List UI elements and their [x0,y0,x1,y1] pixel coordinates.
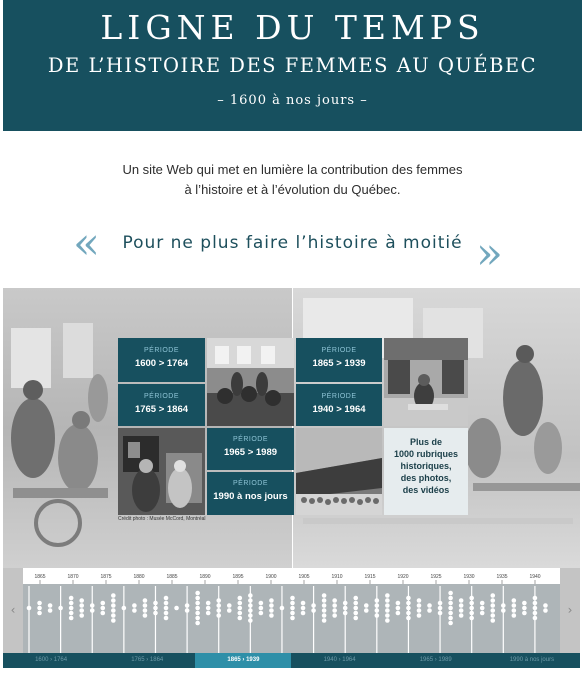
timeline-event-dot [512,603,517,608]
photo-band [3,288,580,568]
timeline-event-dot [448,611,453,616]
timeline-event-dot [164,616,169,621]
timeline-event-dot [480,611,485,616]
timeline-event-dot [269,613,274,618]
intro-line-2: à l’histoire et à l’évolution du Québec. [184,182,401,197]
timeline-event-dot [375,613,380,618]
timeline-event-dot [269,608,274,613]
timeline-event-dot [195,606,200,611]
timeline-event-dot [79,603,84,608]
timeline-event-dot [353,611,358,616]
timeline-event-dot [353,601,358,606]
timeline-event-dot [490,598,495,603]
timeline-event-dot [438,606,443,611]
site-subtitle: DE L’HISTOIRE DES FEMMES AU QUÉBEC [47,54,538,77]
timeline-event-dot [322,593,327,598]
period-nav-item[interactable]: 1940 › 1964 [323,657,356,663]
site-date-range: – 1600 à nos jours – [217,93,368,108]
timeline-event-dot [522,606,527,611]
timeline-event-dot [332,603,337,608]
period-tile-1990-present[interactable] [207,472,294,515]
timeline-event-dot [448,621,453,626]
timeline-year-label: 1875 [100,574,112,580]
timeline-event-dot [153,606,158,611]
timeline-event-dot [122,606,127,611]
timeline-event-dot [111,603,116,608]
timeline-track [3,568,580,653]
timeline-event-dot [280,606,285,611]
timeline-year-label: 1925 [430,574,442,580]
timeline-event-dot [164,601,169,606]
timeline-event-dot [290,596,295,601]
timeline-event-dot [290,616,295,621]
timeline-event-dot [406,611,411,616]
timeline-event-dot [111,613,116,618]
timeline-event-dot [533,596,538,601]
timeline-event-dot [100,611,105,616]
period-years: 1990 à nos jours [213,491,288,502]
timeline-event-dot [269,603,274,608]
timeline-event-dot [48,608,53,613]
timeline-event-dot [417,613,422,618]
timeline-event-dot [480,606,485,611]
timeline-event-dot [132,608,137,613]
period-nav-item[interactable]: 1990 à nos jours [509,657,555,663]
period-photo-parade[interactable] [296,428,382,515]
timeline-event-dot [385,593,390,598]
timeline-event-dot [311,603,316,608]
period-label: PÉRIODE [321,347,357,354]
timeline-event-dot [533,611,538,616]
period-label: PÉRIODE [232,480,268,487]
timeline-event-dot [238,611,243,616]
timeline-year-label: 1880 [133,574,145,580]
timeline-event-dot [111,593,116,598]
timeline-event-dot [427,608,432,613]
timeline-event-dot [216,613,221,618]
timeline-event-dot [248,593,253,598]
timeline-event-dot [417,608,422,613]
timeline-event-dot [427,603,432,608]
timeline-event-dot [79,598,84,603]
timeline-year-label: 1885 [166,574,178,580]
timeline-event-dot [533,616,538,621]
timeline-event-dot [216,603,221,608]
period-years: 1600 > 1764 [134,358,189,369]
timeline-event-dot [185,603,190,608]
timeline-event-dot [385,613,390,618]
timeline-event-dot [69,601,74,606]
timeline-event-dot [332,613,337,618]
timeline-event-dot [353,616,358,621]
timeline-event-dot [512,613,517,618]
timeline-event-dot [248,618,253,623]
timeline-event-dot [27,606,32,611]
timeline-event-dot [164,611,169,616]
timeline-event-dot [111,608,116,613]
period-years: 1765 > 1864 [134,404,189,415]
timeline-event-dot [206,606,211,611]
timeline-event-dot [227,603,232,608]
timeline-event-dot [332,608,337,613]
period-nav-item[interactable]: 1600 › 1764 [35,657,68,663]
timeline-event-dot [90,608,95,613]
timeline-event-dot [290,611,295,616]
timeline-event-dot [69,611,74,616]
timeline-event-dot [448,596,453,601]
timeline-event-dot [480,601,485,606]
period-tile-1765-1864[interactable] [118,384,205,426]
timeline-event-dot [469,611,474,616]
timeline-year-label: 1930 [463,574,475,580]
timeline-event-dot [195,596,200,601]
timeline-event-dot [79,608,84,613]
timeline-event-dot [448,616,453,621]
timeline-year-label: 1890 [199,574,211,580]
timeline-event-dot [79,613,84,618]
chevron-right-icon[interactable]: › [560,568,580,653]
timeline-event-dot [269,598,274,603]
timeline-event-dot [238,606,243,611]
intro-text [0,160,585,200]
intro-line-1: Un site Web qui met en lumière la contribution des femmes [122,162,463,177]
period-tile-1600-1764[interactable] [118,338,205,382]
timeline-event-dot [153,611,158,616]
timeline-event-dot [406,601,411,606]
timeline-event-dot [490,603,495,608]
timeline-event-dot [143,613,148,618]
timeline-event-dot [37,601,42,606]
timeline-event-dot [195,611,200,616]
timeline-event-dot [490,593,495,598]
timeline-event-dot [448,601,453,606]
timeline-event-dot [164,606,169,611]
timeline-event-dot [512,608,517,613]
timeline-event-dot [216,608,221,613]
timeline-event-dot [396,606,401,611]
timeline-event-dot [543,603,548,608]
period-nav-item[interactable]: 1965 › 1989 [419,657,452,663]
timeline-event-dot [111,618,116,623]
timeline-event-dot [164,596,169,601]
chevron-left-icon[interactable]: ‹ [3,568,23,653]
timeline-event-dot [206,611,211,616]
timeline-event-dot [153,601,158,606]
timeline-event-dot [322,618,327,623]
timeline-event-dot [406,616,411,621]
timeline-year-label: 1935 [496,574,508,580]
period-nav-item[interactable]: 1865 › 1939 [195,653,291,668]
site-header [3,0,582,131]
timeline-year-label: 1940 [529,574,541,580]
close-quote-icon: » [476,228,503,279]
timeline-event-dot [512,598,517,603]
timeline-event-dot [375,608,380,613]
timeline-event-dot [238,601,243,606]
timeline-event-dot [490,618,495,623]
timeline-year-label: 1920 [397,574,409,580]
timeline-event-dot [48,603,53,608]
timeline-event-dot [238,616,243,621]
timeline-event-dot [143,603,148,608]
timeline-event-dot [533,601,538,606]
timeline-event-dot [100,606,105,611]
timeline-chart [23,568,560,653]
period-label: PÉRIODE [143,347,179,354]
timeline-event-dot [206,601,211,606]
open-quote-icon: « [73,218,100,269]
timeline-event-dot [343,606,348,611]
timeline-event-dot [259,601,264,606]
timeline-scale[interactable] [23,568,560,653]
timeline-event-dot [238,596,243,601]
timeline-event-dot [417,598,422,603]
timeline-event-dot [438,611,443,616]
timeline-event-dot [353,606,358,611]
timeline-event-dot [248,608,253,613]
timeline-event-dot [248,613,253,618]
timeline-event-dot [216,598,221,603]
timeline-event-dot [332,598,337,603]
timeline-event-dot [69,606,74,611]
timeline-event-dot [37,611,42,616]
timeline-event-dot [195,591,200,596]
timeline-event-dot [438,601,443,606]
content-summary-box: Plus de 1000 rubriques historiques, des photos, des vidéos [384,428,468,515]
timeline-event-dot [259,606,264,611]
timeline-event-dot [469,596,474,601]
timeline-event-dot [111,598,116,603]
timeline-event-dot [375,598,380,603]
period-label: PÉRIODE [232,436,268,443]
timeline-event-dot [37,606,42,611]
timeline-event-dot [343,611,348,616]
timeline-event-dot [406,606,411,611]
period-nav-item[interactable]: 1765 › 1864 [131,657,164,663]
timeline-event-dot [58,606,63,611]
timeline-event-dot [385,598,390,603]
timeline-event-dot [195,621,200,626]
timeline-year-label: 1905 [298,574,310,580]
timeline-event-dot [448,591,453,596]
period-years: 1965 > 1989 [223,447,278,458]
timeline-event-dot [490,613,495,618]
timeline-event-dot [143,608,148,613]
timeline-event-dot [353,596,358,601]
timeline-event-dot [469,606,474,611]
timeline-event-dot [364,608,369,613]
timeline-event-dot [195,616,200,621]
timeline-event-dot [69,616,74,621]
timeline-year-label: 1865 [34,574,46,580]
timeline-event-dot [301,611,306,616]
timeline-event-dot [385,618,390,623]
period-grid [118,338,468,515]
timeline-event-dot [322,598,327,603]
timeline-event-dot [448,606,453,611]
timeline-event-dot [385,608,390,613]
timeline-event-dot [100,601,105,606]
timeline-event-dot [322,613,327,618]
timeline-year-label: 1870 [67,574,79,580]
timeline-event-dot [522,601,527,606]
timeline-event-dot [469,616,474,621]
timeline-event-dot [69,596,74,601]
timeline-event-dot [490,608,495,613]
timeline-event-dot [185,608,190,613]
period-photo-workshop[interactable] [207,338,294,426]
timeline-event-dot [543,608,548,613]
period-years: 1940 > 1964 [312,404,366,415]
timeline-event-dot [364,603,369,608]
timeline-event-dot [174,606,179,611]
period-label: PÉRIODE [321,393,357,400]
timeline [3,568,580,668]
timeline-event-dot [459,598,464,603]
timeline-event-dot [143,598,148,603]
slogan-row [0,218,585,279]
timeline-event-dot [501,603,506,608]
timeline-event-dot [406,596,411,601]
timeline-event-dot [533,606,538,611]
timeline-event-dot [522,611,527,616]
timeline-event-dot [290,601,295,606]
timeline-event-dot [375,603,380,608]
site-title: LIGNE DU TEMPS [100,8,485,47]
timeline-event-dot [290,606,295,611]
timeline-event-dot [195,601,200,606]
period-photo-kitchen[interactable] [118,428,205,515]
timeline-event-dot [396,601,401,606]
period-tile-1865-1939[interactable] [296,338,382,382]
period-tile-1940-1964[interactable] [296,384,382,426]
timeline-event-dot [459,603,464,608]
period-photo-office[interactable] [384,338,468,426]
timeline-year-label: 1910 [331,574,343,580]
timeline-event-dot [301,606,306,611]
timeline-event-dot [343,601,348,606]
timeline-event-dot [501,608,506,613]
timeline-event-dot [311,608,316,613]
timeline-event-dot [396,611,401,616]
timeline-event-dot [459,608,464,613]
photo-credit: Crédit photo : Musée McCord, Montréal [118,516,206,522]
timeline-year-label: 1895 [232,574,244,580]
period-label: PÉRIODE [143,393,179,400]
period-tile-1965-1989[interactable] [207,428,294,470]
timeline-event-dot [90,603,95,608]
timeline-event-dot [385,603,390,608]
timeline-event-dot [459,613,464,618]
timeline-event-dot [259,611,264,616]
timeline-event-dot [417,603,422,608]
slogan: Pour ne plus faire l’histoire à moitié [122,233,463,253]
timeline-event-dot [322,608,327,613]
timeline-year-label: 1900 [265,574,277,580]
period-years: 1865 > 1939 [312,358,366,369]
timeline-event-dot [469,601,474,606]
timeline-year-label: 1915 [364,574,376,580]
timeline-event-dot [301,601,306,606]
period-navigation [3,653,580,668]
timeline-event-dot [132,603,137,608]
timeline-event-dot [248,598,253,603]
timeline-event-dot [248,603,253,608]
timeline-event-dot [322,603,327,608]
timeline-event-dot [227,608,232,613]
